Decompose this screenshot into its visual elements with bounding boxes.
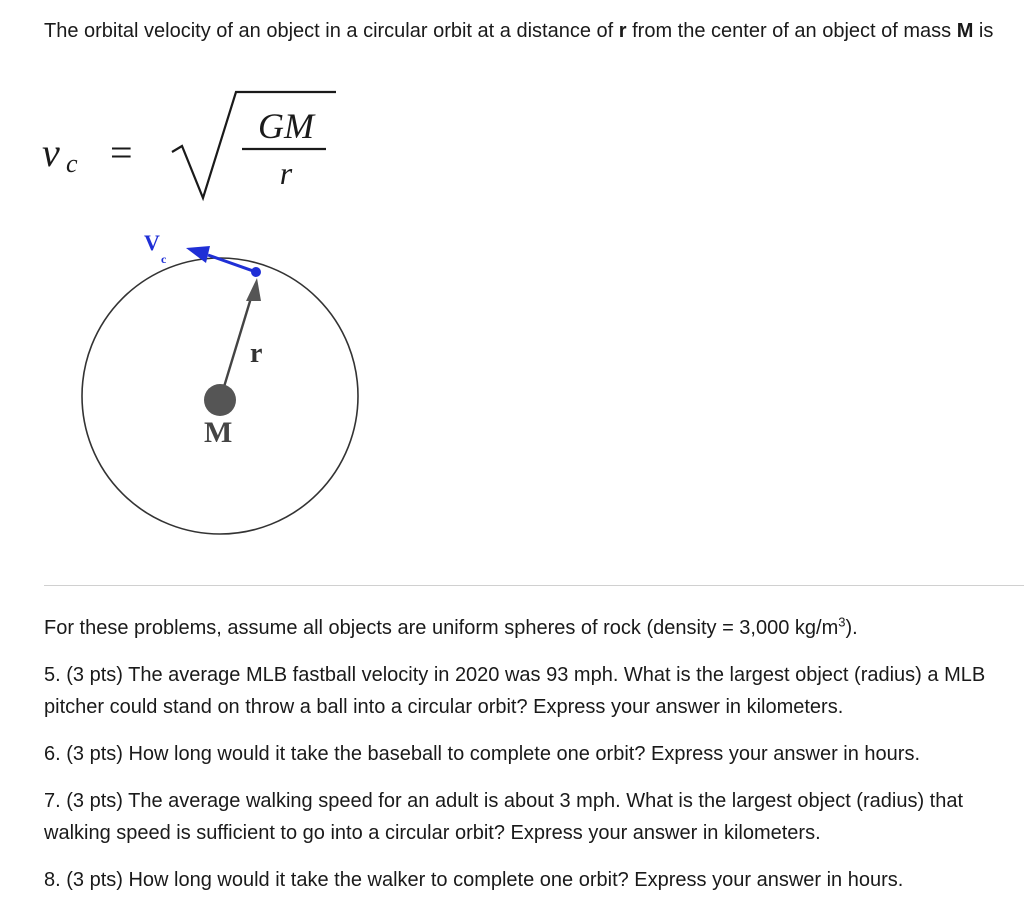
section-divider <box>44 585 1024 586</box>
assumption-text <box>44 612 1009 644</box>
intro-m: M <box>956 20 974 42</box>
velocity-subscript: c <box>161 252 167 266</box>
radius-line <box>220 288 254 400</box>
formula-numerator: GM <box>258 106 314 146</box>
formula-equals: = <box>110 130 133 175</box>
formula-v: v <box>42 130 60 175</box>
intro-part1: The orbital velocity of an object in a circular orbit at a distance of <box>44 20 619 42</box>
orbit-diagram <box>70 228 370 548</box>
orbiting-object <box>251 267 261 277</box>
question-6: 6. (3 pts) How long would it take the baseball to complete one orbit? Express your answer in hours. <box>44 743 921 765</box>
velocity-arrow <box>208 255 256 272</box>
mass-label: M <box>204 416 233 449</box>
intro-part2: from the center of an object of mass <box>626 20 957 42</box>
assumption-main: For these problems, assume all objects are uniform spheres of rock (density = 3,000 kg/m <box>44 617 839 639</box>
formula-v-subscript: c <box>66 149 78 178</box>
formula-denominator: r <box>279 155 293 191</box>
question-7: 7. (3 pts) The average walking speed for an adult is about 3 mph. What is the largest object (radius) that walking speed is sufficient to go into a circular orbit? Express your answer in kilometers. <box>44 790 964 844</box>
radius-label: r <box>250 338 263 369</box>
intro-r: r <box>618 20 627 42</box>
intro-part3: is <box>973 20 994 42</box>
orbital-velocity-formula <box>40 86 360 216</box>
question-5: 5. (3 pts) The average MLB fastball velocity in 2020 was 93 mph. What is the largest object (radius) a MLB pitcher could stand on throw a ball into a circular orbit? Express your answer in kilometers. <box>44 664 986 718</box>
velocity-label: V <box>144 230 160 255</box>
intro-text <box>44 14 1004 48</box>
assumption-superscript: 3 <box>838 614 846 630</box>
problem-list <box>44 612 1009 911</box>
radius-arrowhead <box>246 278 261 301</box>
assumption-end: ). <box>845 617 858 639</box>
central-mass <box>204 384 236 416</box>
question-8: 8. (3 pts) How long would it take the walker to complete one orbit? Express your answer in hours. <box>44 869 904 891</box>
